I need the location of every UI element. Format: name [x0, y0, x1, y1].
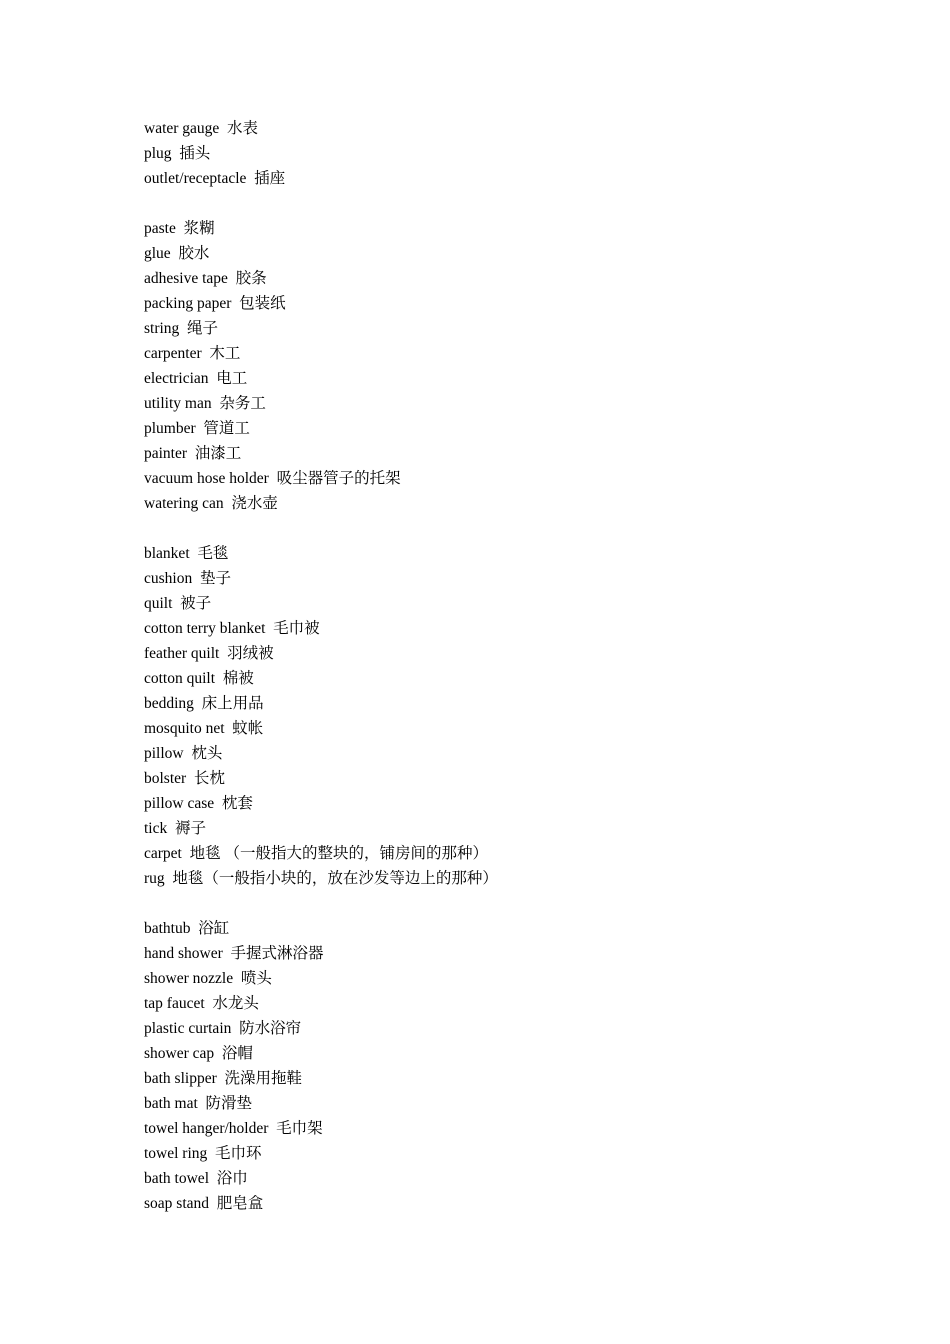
vocab-group-supplies-workers: [144, 216, 844, 516]
vocab-entry: glue 胶水: [144, 245, 210, 262]
vocab-group-bathroom: [144, 916, 844, 1216]
vocab-entry: shower cap 浴帽: [144, 1045, 253, 1062]
vocab-entry: blanket 毛毯: [144, 545, 229, 562]
vocab-group-utilities: [144, 116, 844, 191]
vocab-entry: bathtub 浴缸: [144, 920, 230, 937]
vocab-entry: plumber 管道工: [144, 420, 250, 437]
vocab-entry: plastic curtain 防水浴帘: [144, 1020, 302, 1037]
vocab-entry: plug 插头: [144, 145, 211, 162]
vocab-entry: shower nozzle 喷头: [144, 970, 272, 987]
vocab-entry: carpet 地毯 （一般指大的整块的，铺房间的那种）: [144, 845, 488, 862]
vocab-entry: towel hanger/holder 毛巾架: [144, 1120, 323, 1137]
vocab-entry: bedding 床上用品: [144, 695, 264, 712]
vocab-entry: bath towel 浴巾: [144, 1170, 248, 1187]
vocab-entry: bolster 长枕: [144, 770, 225, 787]
vocab-group-bedding: [144, 541, 844, 891]
vocab-entry: packing paper 包装纸: [144, 295, 286, 312]
vocab-entry: cotton terry blanket 毛巾被: [144, 620, 320, 637]
vocab-entry: soap stand 肥皂盒: [144, 1195, 264, 1212]
vocab-entry: mosquito net 蚊帐: [144, 720, 264, 737]
vocab-entry: string 绳子: [144, 320, 219, 337]
vocab-entry: water gauge 水表: [144, 120, 259, 137]
vocab-entry: cushion 垫子: [144, 570, 231, 587]
vocab-entry: tap faucet 水龙头: [144, 995, 259, 1012]
vocab-entry: watering can 浇水壶: [144, 495, 278, 512]
vocab-entry: paste 浆糊: [144, 220, 215, 237]
vocab-entry: cotton quilt 棉被: [144, 670, 254, 687]
vocab-entry: rug 地毯（一般指小块的，放在沙发等边上的那种）: [144, 870, 498, 887]
vocab-entry: vacuum hose holder 吸尘器管子的托架: [144, 470, 401, 487]
vocab-entry: quilt 被子: [144, 595, 212, 612]
vocabulary-list: [144, 116, 844, 1216]
vocab-entry: hand shower 手握式淋浴器: [144, 945, 324, 962]
vocab-entry: painter 油漆工: [144, 445, 242, 462]
vocab-entry: towel ring 毛巾环: [144, 1145, 262, 1162]
vocab-entry: pillow case 枕套: [144, 795, 253, 812]
vocab-entry: electrician 电工: [144, 370, 248, 387]
vocab-entry: bath mat 防滑垫: [144, 1095, 253, 1112]
vocab-entry: utility man 杂务工: [144, 395, 266, 412]
vocab-entry: outlet/receptacle 插座: [144, 170, 286, 187]
vocab-entry: adhesive tape 胶条: [144, 270, 267, 287]
vocab-entry: pillow 枕头: [144, 745, 223, 762]
vocab-entry: bath slipper 洗澡用拖鞋: [144, 1070, 302, 1087]
vocab-entry: tick 褥子: [144, 820, 206, 837]
vocab-entry: feather quilt 羽绒被: [144, 645, 274, 662]
vocab-entry: carpenter 木工: [144, 345, 241, 362]
